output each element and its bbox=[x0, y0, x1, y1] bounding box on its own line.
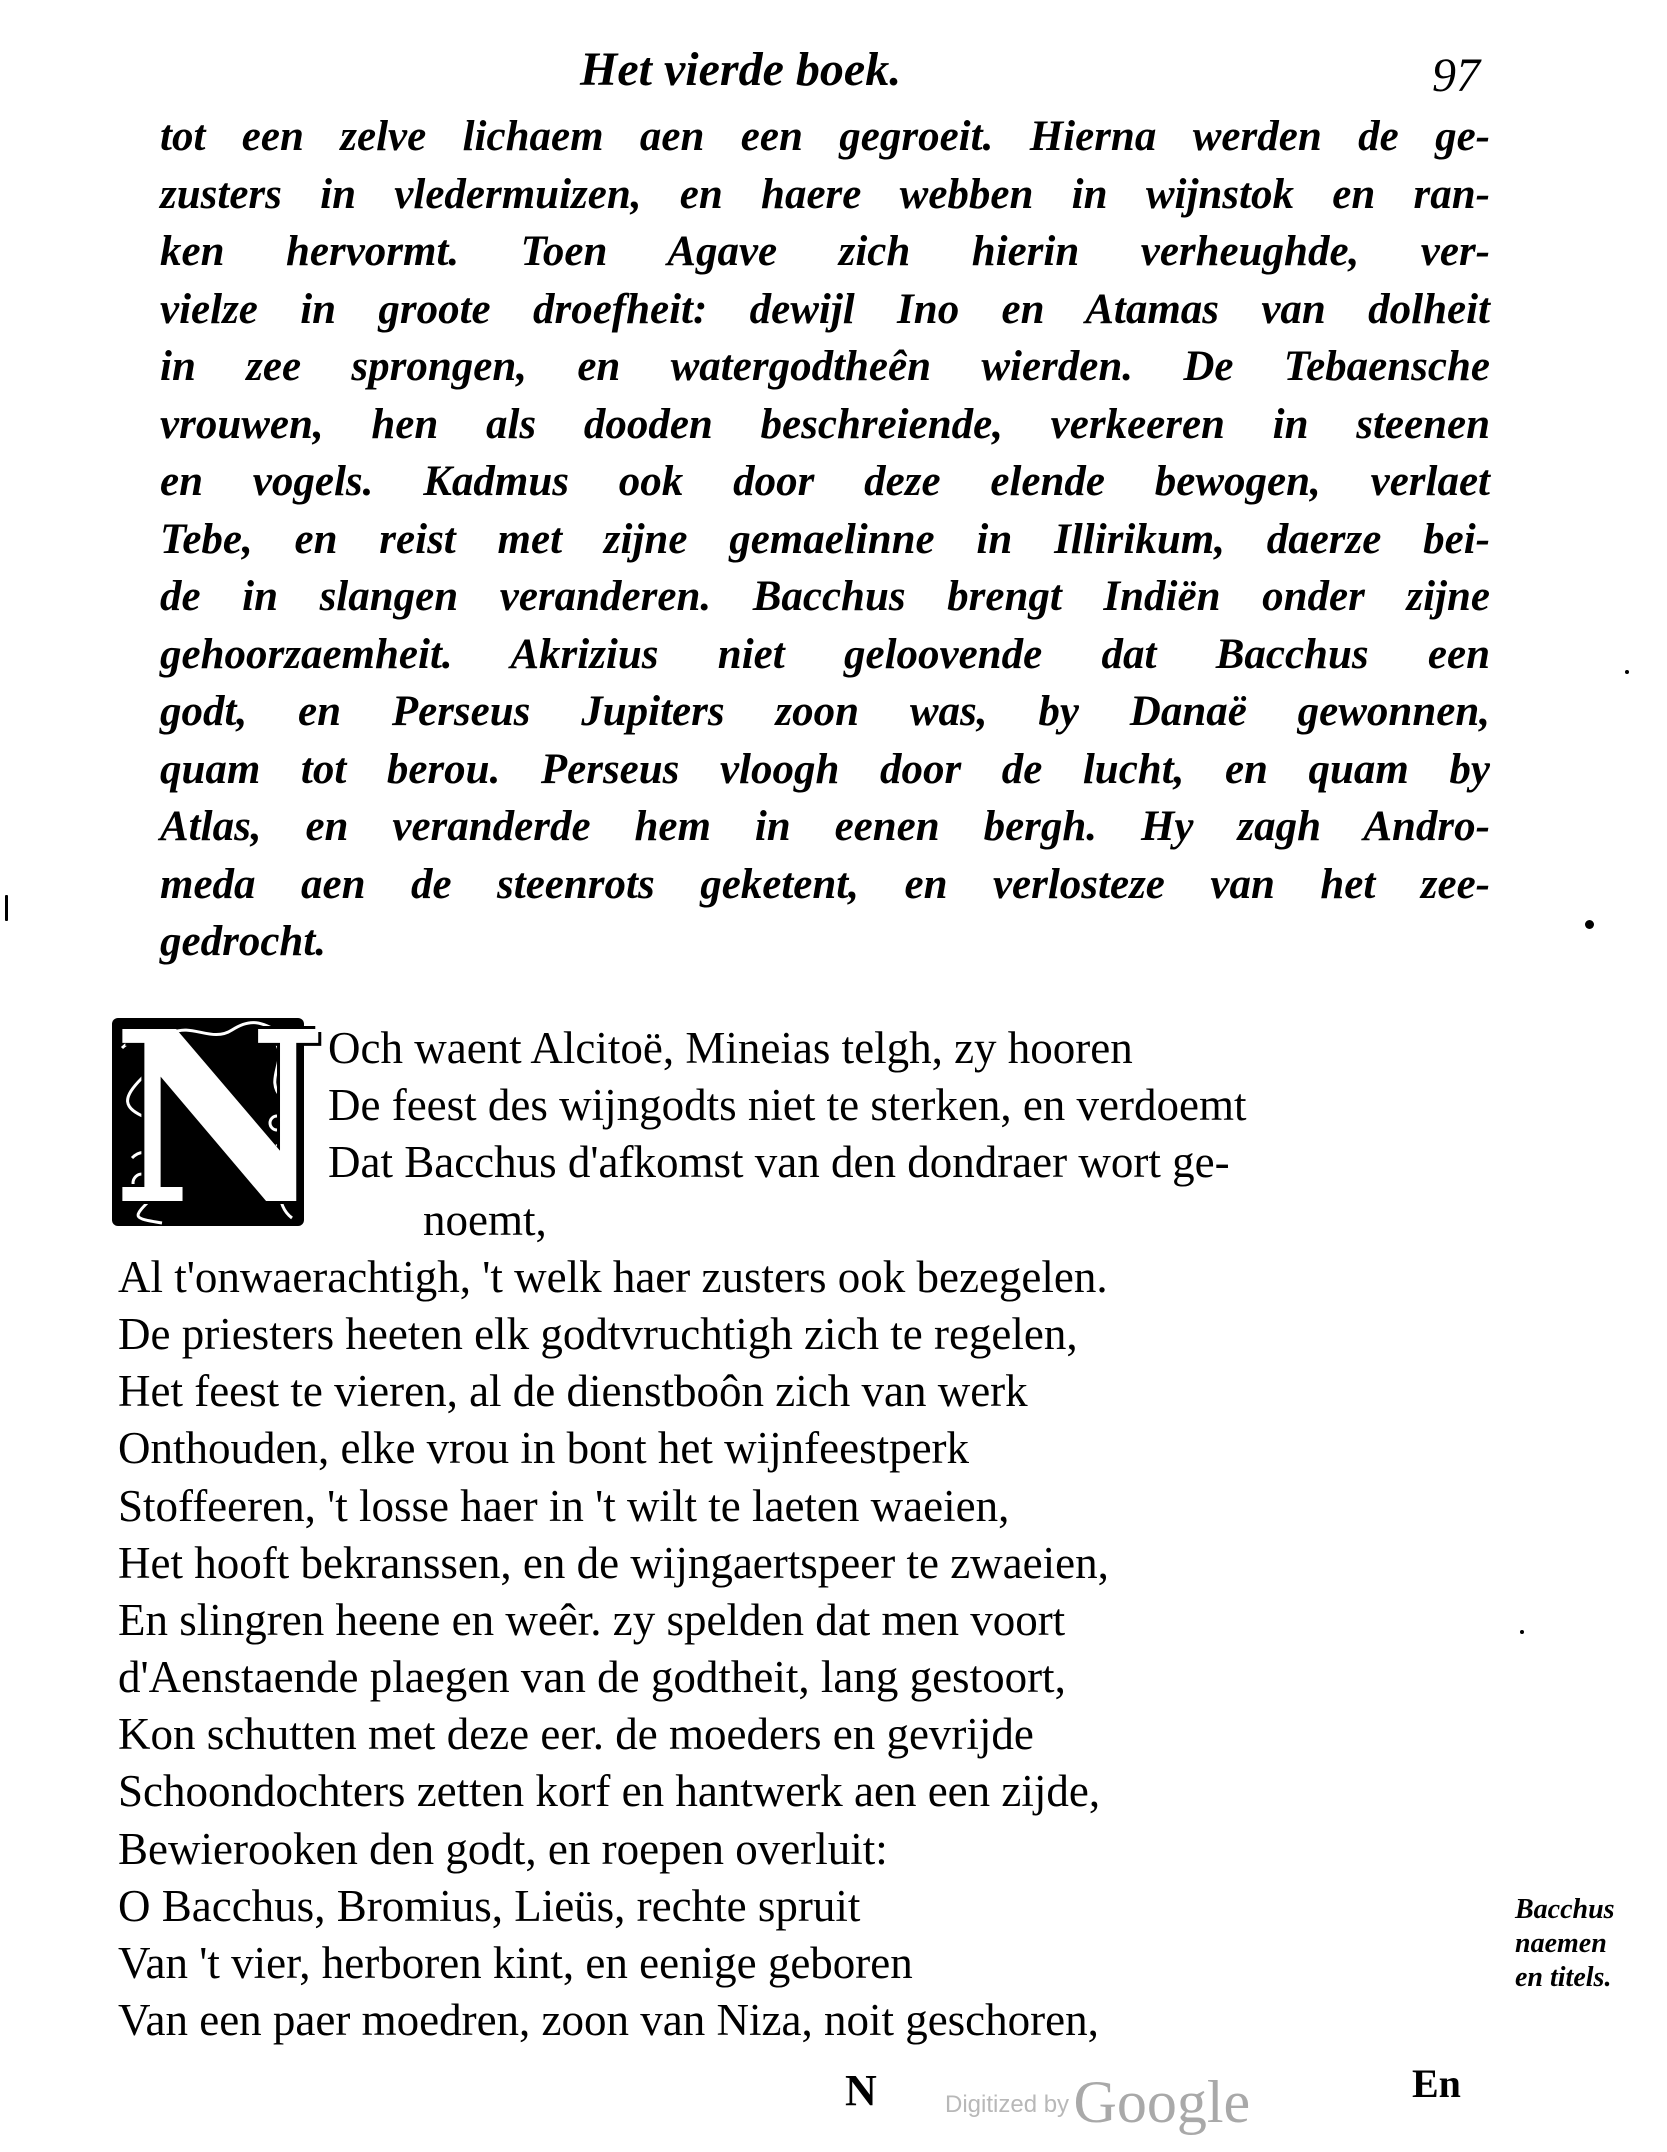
verse-line: De priesters heeten elk godtvruchtigh zich te regelen, bbox=[118, 1308, 1078, 1359]
verse-line: Kon schutten met deze eer. de moeders en gevrijde bbox=[118, 1709, 1034, 1760]
argument-line: in zee sprongen, en watergodtheên wierden. De Tebaensche bbox=[160, 343, 1490, 390]
marginal-note-line: Bacchus bbox=[1515, 1894, 1615, 1925]
ink-speck bbox=[1625, 670, 1629, 674]
watermark-brand: Google bbox=[1073, 2069, 1251, 2135]
verse-line: Schoondochters zetten korf en hantwerk aen een zijde, bbox=[118, 1766, 1101, 1817]
verse-line: Van een paer moedren, zoon van Niza, noit geschoren, bbox=[118, 1995, 1099, 2046]
drop-cap-letter: N bbox=[112, 979, 328, 1257]
argument-line: meda aen de steenrots geketent, en verlosteze van het zee- bbox=[160, 860, 1490, 908]
verse-line: Al t'onwaerachtigh, 't welk haer zusters ook bezegelen. bbox=[118, 1251, 1108, 1302]
verse-line: Och waent Alcitoë, Mineias telgh, zy hooren bbox=[328, 1023, 1133, 1073]
verse-line: Het hooft bekranssen, en de wijngaertspeer te zwaeien, bbox=[118, 1537, 1109, 1588]
verse-line: Bewierooken den godt, en roepen overluit: bbox=[118, 1823, 888, 1874]
signature-mark: N bbox=[845, 2066, 877, 2115]
argument-line: ken hervormt. Toen Agave zich hierin verheughde, ver- bbox=[160, 228, 1490, 275]
verse-line: Van 't vier, herboren kint, en eenige geboren bbox=[118, 1938, 913, 1988]
marginal-note-line: naemen bbox=[1515, 1928, 1607, 1959]
verse-line: noemt, bbox=[423, 1194, 547, 1245]
marginal-note bbox=[1515, 1893, 1655, 1995]
argument-line: godt, en Perseus Jupiters zoon was, by Danaë gewonnen, bbox=[160, 688, 1490, 735]
argument-line: quam tot berou. Perseus vloogh door de lucht, en quam by bbox=[160, 745, 1490, 793]
verse-line: De feest des wijngodts niet te sterken, en verdoemt bbox=[328, 1080, 1247, 1131]
running-title: Het vierde boek. bbox=[580, 43, 902, 96]
argument-line: vrouwen, hen als dooden beschreiende, verkeeren in steenen bbox=[160, 400, 1490, 448]
verse-line: Dat Bacchus d'afkomst van den dondraer wort ge- bbox=[328, 1137, 1230, 1188]
poem-body bbox=[118, 1020, 1488, 2049]
argument-line: gehoorzaemheit. Akrizius niet geloovende dat Bacchus een bbox=[160, 630, 1490, 678]
watermark-prefix: Digitized by bbox=[945, 2091, 1070, 2118]
page-number: 97 bbox=[1432, 49, 1480, 102]
argument-line: gedrocht. bbox=[160, 918, 327, 965]
argument-line: Atlas, en veranderde hem in eenen bergh. Hy zagh Andro- bbox=[160, 803, 1490, 850]
verse-line: O Bacchus, Bromius, Lieüs, rechte spruit bbox=[118, 1880, 861, 1931]
argument-line: tot een zelve lichaem aen een gegroeit. Hierna werden de ge- bbox=[160, 113, 1490, 160]
catchword: En bbox=[1412, 2061, 1461, 2106]
verse-line: Stoffeeren, 't losse haer in 't wilt te laeten waeien, bbox=[118, 1480, 1010, 1531]
argument-line: vielze in groote droefheit: dewijl Ino en Atamas van dolheit bbox=[160, 285, 1490, 333]
ink-speck bbox=[5, 895, 8, 921]
chapter-argument bbox=[160, 108, 1490, 971]
ink-speck bbox=[1520, 1630, 1524, 1634]
argument-line: en vogels. Kadmus ook door deze elende bewogen, verlaet bbox=[160, 458, 1490, 505]
ink-speck bbox=[1585, 920, 1594, 929]
verse-line: d'Aenstaende plaegen van de godtheit, lang gestoort, bbox=[118, 1652, 1066, 1703]
verse-line: En slingren heene en weêr. zy spelden dat men voort bbox=[118, 1594, 1066, 1645]
argument-line: Tebe, en reist met zijne gemaelinne in Illirikum, daerze bei- bbox=[160, 515, 1490, 563]
marginal-note-line: en titels. bbox=[1515, 1962, 1612, 1993]
argument-line: zusters in vledermuizen, en haere webben in wijnstok en ran- bbox=[160, 170, 1490, 218]
digitization-watermark bbox=[945, 2068, 1250, 2137]
argument-line: de in slangen veranderen. Bacchus brengt Indiën onder zijne bbox=[160, 573, 1490, 620]
page-header bbox=[160, 42, 1480, 102]
verse-line: Het feest te vieren, al de dienstboôn zich van werk bbox=[118, 1366, 1028, 1417]
verse-line: Onthouden, elke vrou in bont het wijnfeestperk bbox=[118, 1423, 970, 1474]
